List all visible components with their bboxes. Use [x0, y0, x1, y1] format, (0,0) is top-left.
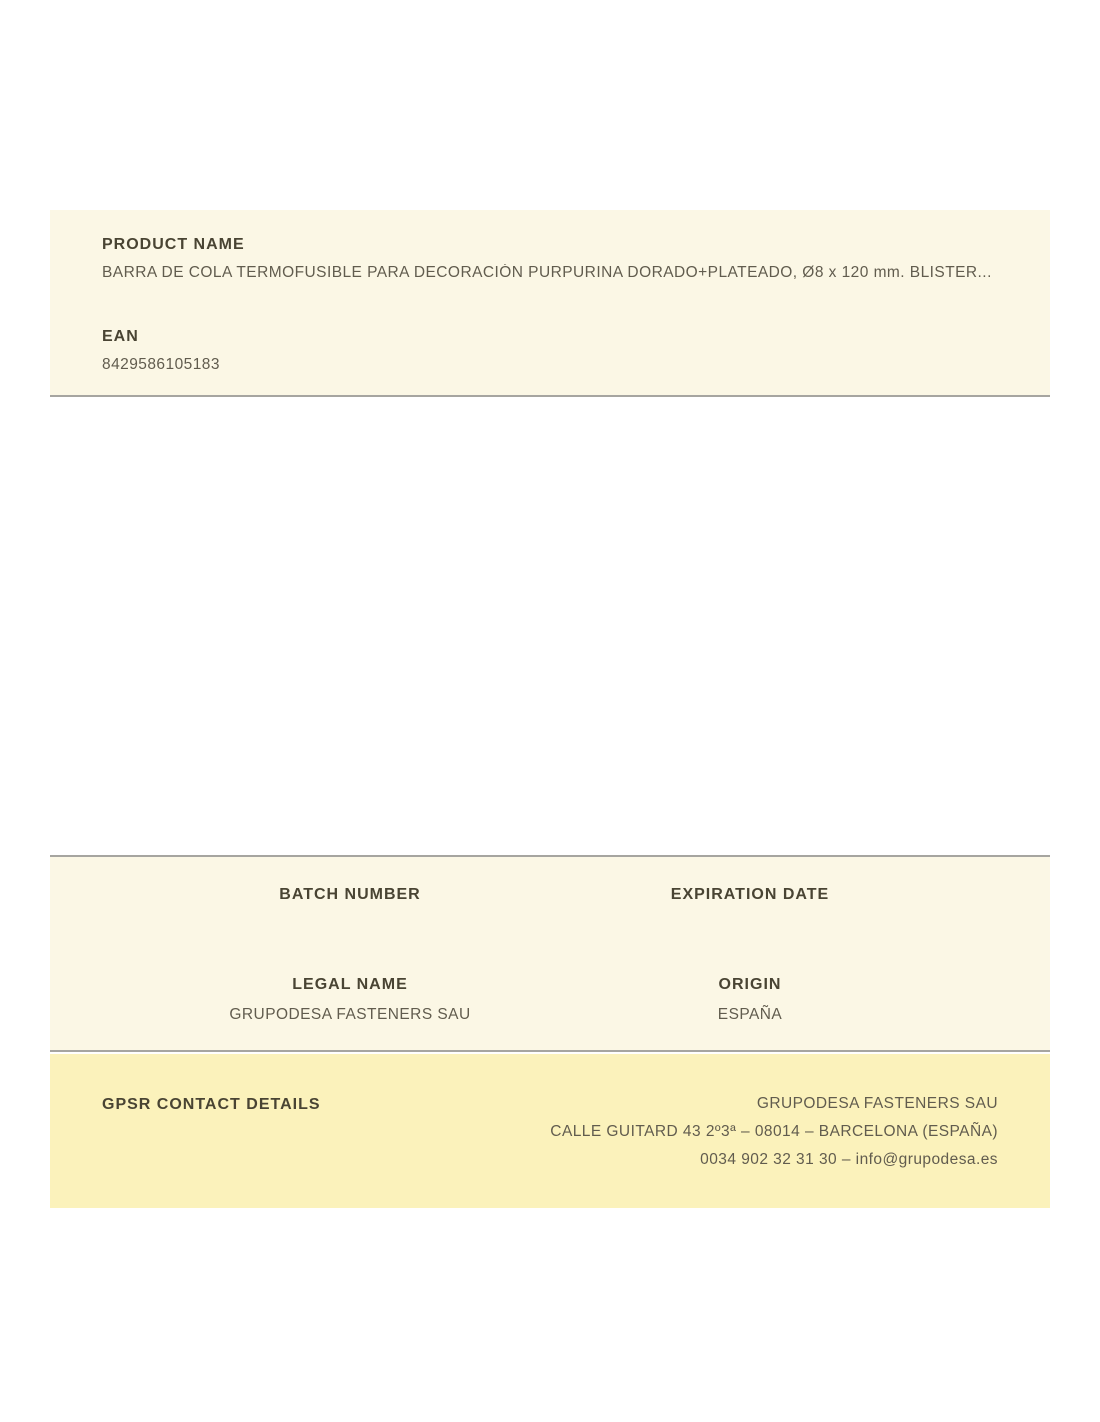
ean-label: EAN — [102, 328, 139, 345]
gpsr-contact-card — [50, 1054, 1050, 1208]
expiration-date-value — [550, 916, 950, 934]
product-name-value: BARRA DE COLA TERMOFUSIBLE PARA DECORACIÓN PURPURINA DORADO+PLATEADO, Ø8 x 120 mm. BLISTER... — [102, 264, 992, 281]
legal-name-value: GRUPODESA FASTENERS SAU — [229, 1006, 471, 1023]
product-name-label: PRODUCT NAME — [102, 236, 245, 253]
batch-number-value — [150, 916, 550, 934]
gpsr-contact-company: GRUPODESA FASTENERS SAU — [756, 1095, 998, 1112]
details-right-column — [550, 857, 950, 1050]
details-left-column — [150, 857, 550, 1050]
batch-number-label: BATCH NUMBER — [279, 886, 421, 903]
gpsr-contact-label: GPSR CONTACT DETAILS — [102, 1096, 321, 1113]
ean-value: 8429586105183 — [102, 356, 220, 373]
gpsr-contact-phone-email: 0034 902 32 31 30 – info@grupodesa.es — [700, 1151, 998, 1168]
details-card — [50, 855, 1050, 1052]
spacer — [102, 282, 998, 328]
gpsr-contact-address: CALLE GUITARD 43 2º3ª – 08014 – BARCELONA (ESPAÑA) — [550, 1123, 998, 1140]
expiration-date-label: EXPIRATION DATE — [670, 886, 830, 903]
origin-label: ORIGIN — [718, 976, 782, 993]
origin-value: ESPAÑA — [717, 1006, 783, 1023]
gpsr-contact-details — [550, 1090, 998, 1174]
product-card — [50, 210, 1050, 397]
legal-name-label: LEGAL NAME — [292, 976, 408, 993]
